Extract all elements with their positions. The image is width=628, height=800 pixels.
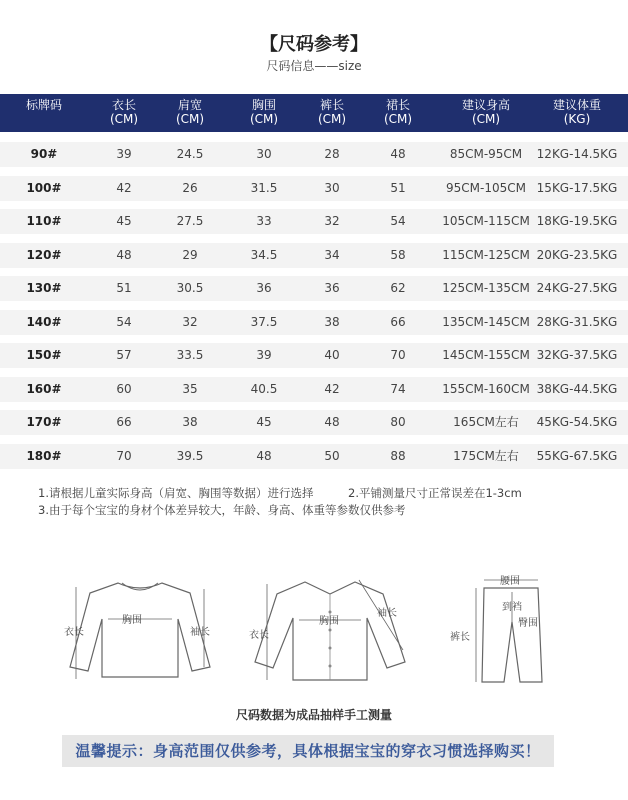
table-row	[0, 176, 628, 201]
shirt-length-label: 衣长	[249, 630, 269, 641]
cell-skirt-length: 80	[390, 415, 406, 429]
cell-pants-length: 48	[324, 415, 340, 429]
column-header-size: 标牌码	[25, 98, 62, 112]
cell-skirt-length: 58	[390, 247, 406, 262]
cell-length: 54	[116, 314, 132, 329]
table-row	[0, 276, 628, 301]
column-header-height: 建议身高 (CM)	[461, 98, 510, 126]
cell-skirt-length: 51	[390, 180, 406, 195]
cell-height: 105CM-115CM	[442, 214, 530, 228]
cell-weight: 15KG-17.5KG	[536, 180, 618, 195]
cell-shoulder: 26	[182, 180, 198, 195]
cell-size: 160#	[26, 381, 62, 396]
cell-shoulder: 27.5	[176, 214, 204, 228]
cell-pants-length: 40	[324, 348, 340, 362]
table-row	[0, 377, 628, 402]
table-row	[0, 410, 628, 435]
cell-weight: 12KG-14.5KG	[536, 147, 618, 161]
page-subtitle: 尺码信息——size	[266, 59, 362, 73]
cell-shoulder: 33.5	[176, 348, 204, 362]
cell-length: 48	[116, 247, 132, 262]
note-2: 2.平铺测量尺寸正常误差在1-3cm	[348, 486, 522, 500]
cell-shoulder: 30.5	[176, 281, 204, 295]
cell-size: 100#	[26, 180, 62, 195]
cell-shoulder: 35	[182, 381, 198, 396]
notes-block	[38, 485, 522, 519]
cell-chest: 39	[256, 348, 272, 362]
note-3: 3.由于每个宝宝的身材个体差异较大，年龄、身高、体重等参数仅供参考	[38, 503, 406, 517]
pants-diagram	[448, 570, 558, 690]
pants-length-label: 裤长	[450, 632, 470, 643]
cell-length: 51	[116, 281, 132, 295]
cell-pants-length: 36	[324, 281, 340, 295]
cell-skirt-length: 48	[390, 147, 406, 161]
cell-weight: 32KG-37.5KG	[536, 348, 618, 362]
cell-weight: 28KG-31.5KG	[536, 314, 618, 329]
cell-chest: 31.5	[250, 180, 278, 195]
column-header-shoulder: 肩宽 (CM)	[175, 98, 205, 126]
cell-pants-length: 38	[324, 314, 340, 329]
table-row	[0, 209, 628, 234]
cell-height: 175CM左右	[453, 448, 519, 463]
cell-height: 125CM-135CM	[442, 281, 530, 295]
cell-weight: 55KG-67.5KG	[536, 448, 618, 463]
cell-size: 140#	[26, 314, 62, 329]
cell-weight: 18KG-19.5KG	[536, 214, 618, 228]
cell-pants-length: 30	[324, 180, 340, 195]
cell-length: 57	[116, 348, 132, 362]
cell-length: 66	[116, 415, 132, 429]
table-row	[0, 343, 628, 368]
cell-height: 165CM左右	[453, 415, 519, 429]
pants-waist-label: 腰围	[500, 576, 520, 587]
column-header-length: 衣长 (CM)	[109, 98, 139, 126]
cell-chest: 48	[256, 448, 272, 463]
cell-height: 155CM-160CM	[442, 381, 530, 396]
cell-pants-length: 28	[324, 147, 340, 161]
pants-rise-label: 到裆	[502, 602, 522, 613]
cell-skirt-length: 54	[390, 214, 406, 228]
cell-weight: 24KG-27.5KG	[536, 281, 618, 295]
cell-chest: 33	[256, 214, 272, 228]
cell-shoulder: 38	[182, 415, 198, 429]
column-header-chest: 胸围 (CM)	[249, 98, 279, 126]
cell-chest: 36	[256, 281, 272, 295]
table-row	[0, 310, 628, 335]
cell-size: 170#	[26, 415, 62, 429]
cell-shoulder: 39.5	[176, 448, 204, 463]
shirt-diagram	[245, 572, 415, 690]
cell-height: 135CM-145CM	[442, 314, 530, 329]
tshirt-length-label: 衣长	[64, 627, 84, 638]
cell-size: 150#	[26, 348, 62, 362]
table-header	[0, 94, 628, 132]
cell-height: 95CM-105CM	[446, 180, 526, 195]
page-title: 【尺码参考】	[260, 34, 368, 55]
cell-size: 120#	[26, 247, 62, 262]
table-row	[0, 444, 628, 469]
cell-skirt-length: 70	[390, 348, 406, 362]
cell-chest: 40.5	[250, 381, 278, 396]
cell-pants-length: 32	[324, 214, 340, 228]
tip-banner: 温馨提示：身高范围仅供参考，具体根据宝宝的穿衣习惯选择购买！	[62, 735, 554, 767]
cell-size: 90#	[30, 147, 58, 161]
column-header-pants-length: 裤长 (CM)	[317, 98, 347, 126]
tshirt-chest-label: 胸围	[122, 615, 142, 626]
note-1: 1.请根据儿童实际身高（肩宽、胸围等数据）进行选择	[38, 486, 314, 500]
measurement-caption: 尺码数据为成品抽样手工测量	[235, 708, 392, 722]
cell-pants-length: 50	[324, 448, 340, 463]
cell-skirt-length: 66	[390, 314, 406, 329]
cell-length: 60	[116, 381, 132, 396]
cell-shoulder: 29	[182, 247, 198, 262]
cell-chest: 30	[256, 147, 272, 161]
cell-height: 145CM-155CM	[442, 348, 530, 362]
table-row	[0, 142, 628, 167]
shirt-chest-label: 胸围	[319, 616, 339, 627]
cell-length: 70	[116, 448, 132, 463]
cell-length: 42	[116, 180, 132, 195]
cell-size: 180#	[26, 448, 62, 463]
table-row	[0, 243, 628, 268]
column-header-skirt-length: 裙长 (CM)	[383, 98, 413, 126]
cell-size: 110#	[26, 214, 62, 228]
cell-size: 130#	[26, 281, 62, 295]
cell-chest: 45	[256, 415, 272, 429]
cell-shoulder: 24.5	[176, 147, 204, 161]
cell-skirt-length: 74	[390, 381, 406, 396]
shirt-sleeve-label: 袖长	[377, 608, 397, 619]
tshirt-diagram	[60, 575, 220, 685]
tshirt-sleeve-label: 袖长	[190, 627, 210, 638]
cell-chest: 37.5	[250, 314, 278, 329]
cell-weight: 38KG-44.5KG	[536, 381, 618, 396]
cell-weight: 20KG-23.5KG	[536, 247, 618, 262]
cell-pants-length: 42	[324, 381, 340, 396]
cell-pants-length: 34	[324, 247, 340, 262]
cell-skirt-length: 62	[390, 281, 406, 295]
cell-shoulder: 32	[182, 314, 198, 329]
cell-height: 85CM-95CM	[449, 147, 523, 161]
pants-hip-label: 臀围	[518, 618, 538, 629]
column-header-weight: 建议体重 (KG)	[552, 98, 601, 126]
cell-skirt-length: 88	[390, 448, 406, 463]
cell-weight: 45KG-54.5KG	[536, 415, 618, 429]
cell-chest: 34.5	[250, 247, 278, 262]
cell-height: 115CM-125CM	[442, 247, 530, 262]
cell-length: 39	[116, 147, 132, 161]
cell-length: 45	[116, 214, 132, 228]
